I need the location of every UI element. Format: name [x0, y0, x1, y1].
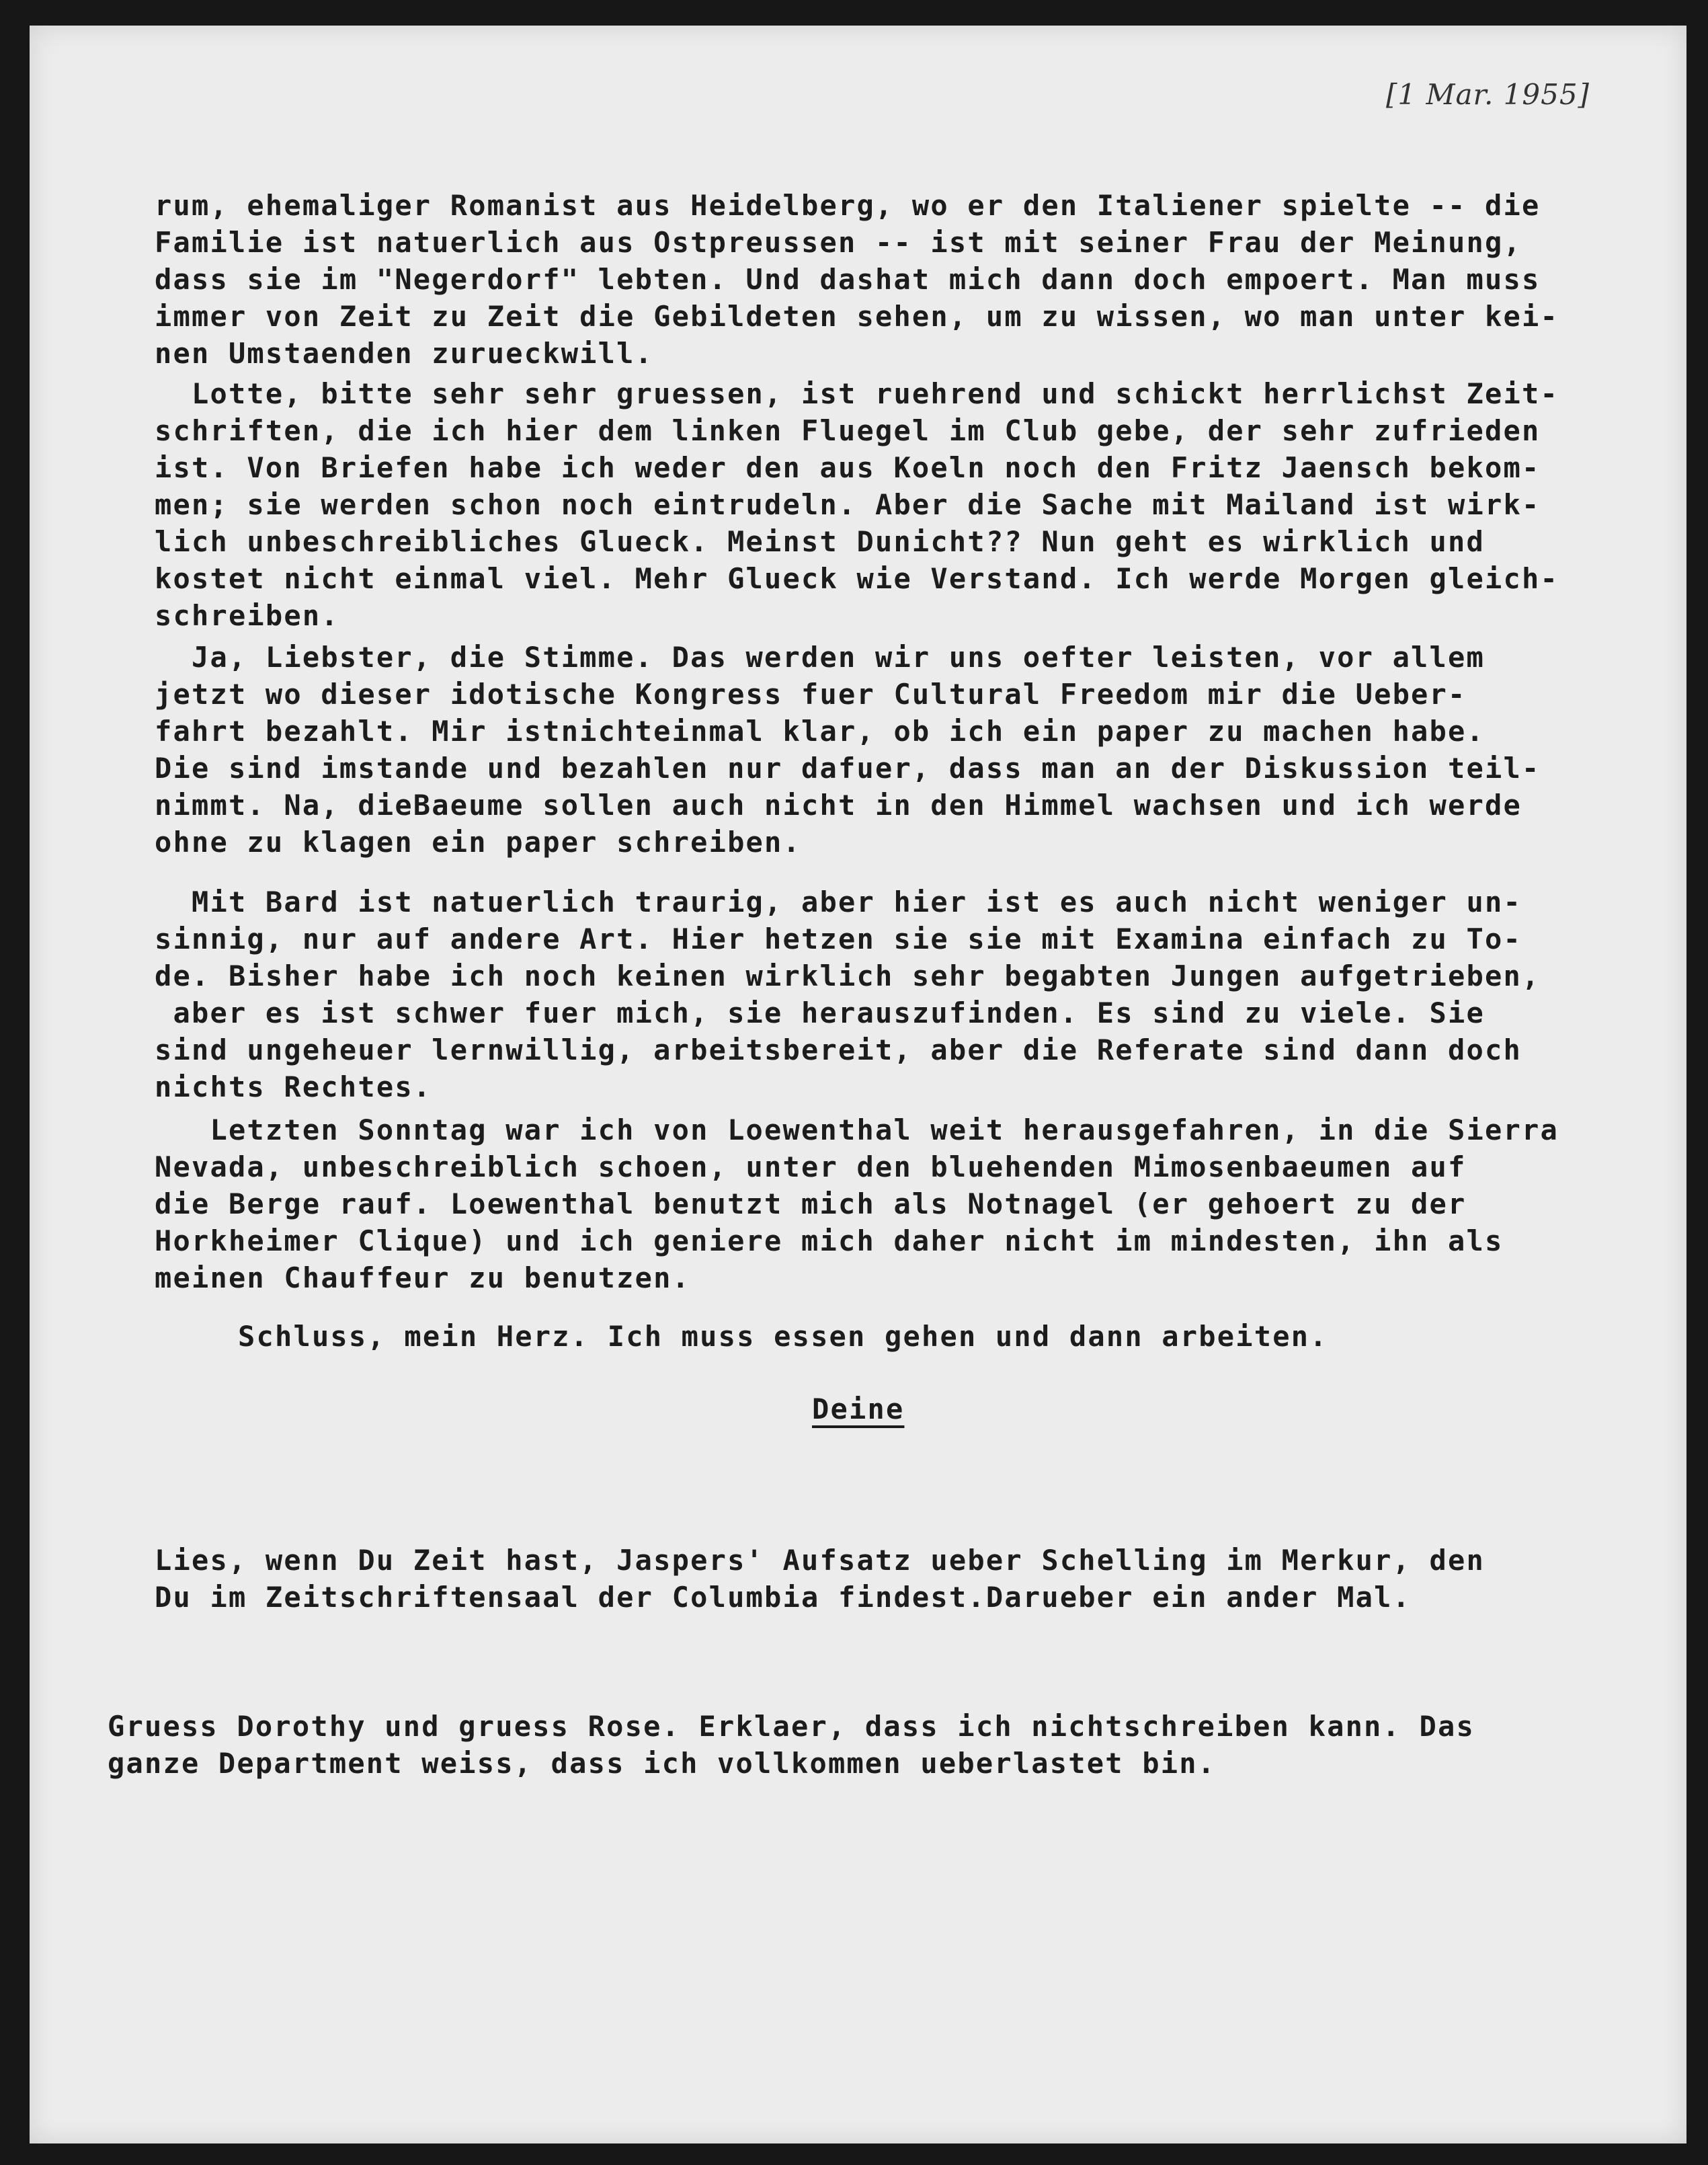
letter-page [30, 26, 1686, 2143]
letter-paragraph-2: Lotte, bitte sehr sehr gruessen, ist ruehrend und schickt herrlichst Zeit- schriften, die ich hier dem linken Fluegel im Club gebe, der sehr zufrieden ist. Von Briefen habe ich weder den aus Koeln noch den Fritz Jaensch bekom- men; sie werden schon noch eintrudeln. Aber die Sache mit Mailand ist wirk- lich unbeschreibliches Glueck. Meinst Dunicht?? Nun geht es wirklich und kostet nicht einmal viel. Mehr Glueck wie Verstand. Ich werde Morgen gleich- schreiben. [155, 377, 1559, 632]
letter-paragraph-5: Letzten Sonntag war ich von Loewenthal weit herausgefahren, in die Sierra Nevada, unbeschreiblich schoen, unter den bluehenden Mimosenbaeumen auf die Berge rauf. Loewenthal benutzt mich als Notnagel (er gehoert zu der Horkheimer Clique) und ich geniere mich daher nicht im mindesten, ihn als meinen Chauffeur zu benutzen. [155, 1113, 1559, 1294]
letter-closing: Schluss, mein Herz. Ich muss essen gehen und dann arbeiten. [238, 1320, 1328, 1353]
letter-signature: Deine [812, 1392, 905, 1425]
letter-postscript-2: Gruess Dorothy und gruess Rose. Erklaer, dass ich nichtschreiben kann. Das ganze Department weiss, dass ich vollkommen ueberlastet bin. [108, 1710, 1475, 1780]
letter-paragraph-1: rum, ehemaliger Romanist aus Heidelberg, wo er den Italiener spielte -- die Familie ist natuerlich aus Ostpreussen -- ist mit seiner Frau der Meinung, dass sie im "Negerdorf" lebten. Und dashat mich dann doch empoert. Man muss immer von Zeit zu Zeit die Gebildeten sehen, um zu wissen, wo man unter kei- nen Umstaenden zurueckwill. [155, 189, 1559, 370]
letter-paragraph-3: Ja, Liebster, die Stimme. Das werden wir uns oefter leisten, vor allem jetzt wo dieser idotische Kongress fuer Cultural Freedom mir die Ueber- fahrt bezahlt. Mir istnichteinmal klar, ob ich ein paper zu machen habe. Die sind imstande und bezahlen nur dafuer, dass man an der Diskussion teil- nimmt. Na, dieBaeume sollen auch nicht in den Himmel wachsen und ich werde ohne zu klagen ein paper schreiben. [155, 641, 1541, 859]
letter-paragraph-4: Mit Bard ist natuerlich traurig, aber hier ist es auch nicht weniger un- sinnig, nur auf andere Art. Hier hetzen sie sie mit Examina einfach zu To- de. Bisher habe ich noch keinen wirklich sehr begabten Jungen aufgetrieben, aber es ist schwer fuer mich, sie herauszufinden. Es sind zu viele. Sie sind ungeheuer lernwillig, arbeitsbereit, aber die Referate sind dann doch nichts Rechtes. [155, 885, 1541, 1103]
handwritten-date-annotation: [1 Mar. 1955] [1386, 78, 1590, 111]
letter-postscript-1: Lies, wenn Du Zeit hast, Jaspers' Aufsatz ueber Schelling im Merkur, den Du im Zeitschriftensaal der Columbia findest.Darueber ein ander Mal. [155, 1544, 1486, 1614]
